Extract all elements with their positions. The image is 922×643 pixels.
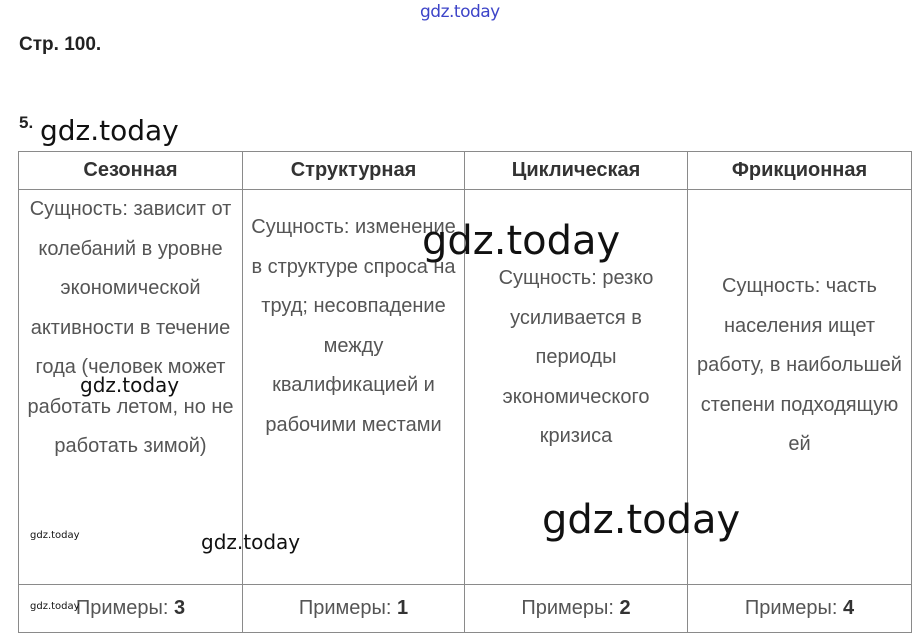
- essence-text-structural: Сущность: изменение в структуре спроса на труд; несовпадение между квалификацией и рабочими местами: [251, 216, 456, 436]
- example-number: 1: [397, 597, 409, 619]
- examples-label: Примеры:: [75, 597, 169, 619]
- examples-label: Примеры:: [744, 597, 838, 619]
- examples-row: [19, 585, 912, 633]
- watermark-medium-left: gdz.today: [80, 373, 180, 397]
- watermark-small-upper: gdz.today: [30, 530, 80, 541]
- essence-text-cyclical: Сущность: резко усиливается в периоды экономического кризиса: [498, 267, 654, 447]
- page-reference: Стр. 100.: [19, 34, 102, 55]
- examples-cell-structural: [243, 585, 465, 633]
- examples-label: Примеры:: [298, 597, 392, 619]
- watermark-small-lower: gdz.today: [30, 601, 80, 612]
- watermark-top: gdz.today: [420, 2, 500, 22]
- example-number: 4: [843, 597, 855, 619]
- table-header-row: [19, 152, 912, 190]
- header-structural: Структурная: [243, 152, 465, 190]
- watermark-task: gdz.today: [40, 114, 179, 147]
- examples-cell-cyclical: [465, 585, 688, 633]
- watermark-large-lower: gdz.today: [542, 497, 741, 543]
- example-number: 2: [619, 597, 631, 619]
- header-cyclical: Циклическая: [465, 152, 688, 190]
- watermark-large-upper: gdz.today: [422, 218, 621, 264]
- essence-text-frictional: Сущность: часть населения ищет работу, в наибольшей степени подходящую ей: [697, 275, 902, 455]
- header-seasonal: Сезонная: [19, 152, 243, 190]
- essence-text-seasonal: Сущность: зависит от колебаний в уровне экономической активности в течение года (человек может работать летом, но не работать зимой): [27, 198, 234, 457]
- header-frictional: Фрикционная: [688, 152, 912, 190]
- watermark-medium-bottom: gdz.today: [201, 530, 301, 554]
- task-number: 5.: [19, 113, 34, 132]
- example-number: 3: [174, 597, 186, 619]
- examples-label: Примеры:: [521, 597, 614, 619]
- examples-cell-frictional: [688, 585, 912, 633]
